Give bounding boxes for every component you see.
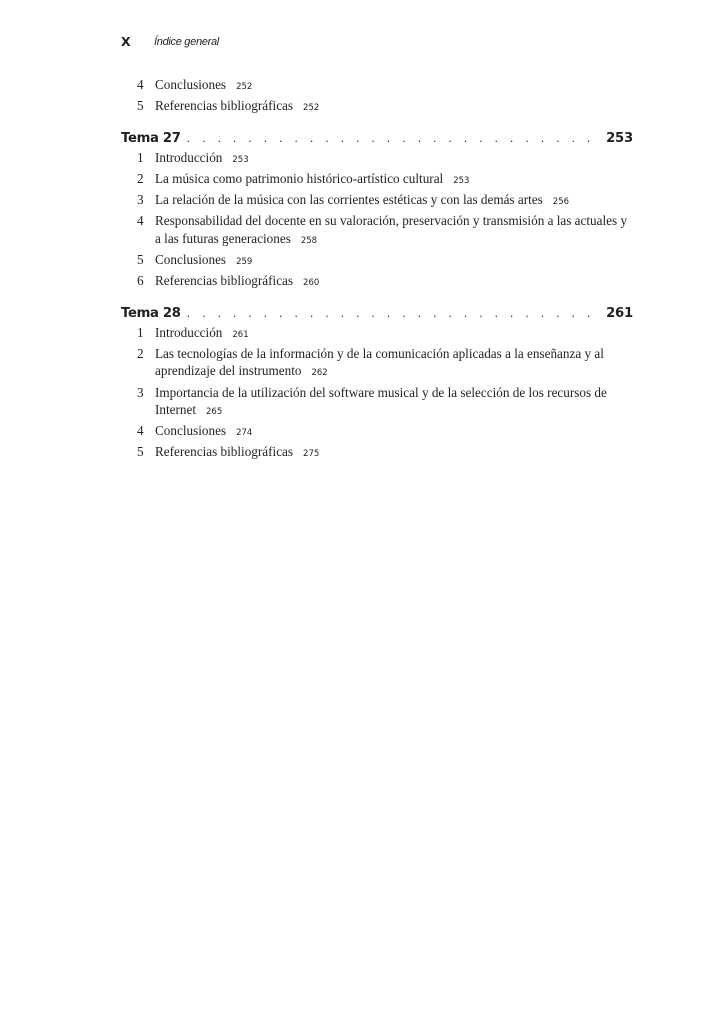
dot-leader [187, 305, 600, 323]
entry-page: 253 [232, 154, 249, 165]
toc-entry [121, 76, 633, 96]
entry-title: Conclusiones [155, 77, 227, 92]
running-title: Índice general [154, 36, 219, 48]
entry-number: 4 [137, 213, 144, 229]
toc-entry [121, 97, 633, 117]
toc-entry [121, 191, 633, 211]
tema-27-heading [121, 130, 633, 148]
entry-page: 274 [236, 428, 253, 439]
entry-title: La relación de la música con las corrientes estéticas y con las demás artes [155, 192, 543, 208]
entry-number: 2 [137, 345, 144, 361]
entry-number: 3 [137, 192, 144, 208]
entry-page: 253 [453, 175, 470, 186]
entry-number: 5 [137, 98, 144, 114]
toc-entry [121, 170, 633, 190]
toc-entry [121, 149, 633, 169]
table-of-contents [121, 76, 633, 465]
entry-page: 265 [206, 406, 223, 417]
entry-page: 259 [236, 257, 253, 268]
entry-title: Referencias bibliográficas [155, 273, 294, 289]
entry-page: 260 [303, 278, 320, 289]
toc-entry [121, 272, 633, 292]
tema-page: 253 [606, 130, 633, 146]
entry-page: 275 [303, 449, 320, 460]
entry-title: Importancia de la utilización del software musical y de la selección de los recursos de Internet [155, 384, 607, 417]
dot-leader [187, 130, 600, 148]
entry-number: 5 [137, 444, 144, 460]
entry-number: 4 [137, 423, 144, 439]
tema-label: Tema 27 [121, 130, 181, 146]
entry-title: Referencias bibliográficas [155, 98, 294, 114]
toc-entry [121, 251, 633, 271]
toc-entry [121, 422, 633, 442]
entry-page: 252 [303, 103, 320, 114]
entry-number: 3 [137, 384, 144, 400]
entry-number: 1 [137, 149, 144, 165]
entry-page: 252 [236, 82, 253, 92]
entry-page: 256 [552, 197, 570, 208]
entry-number: 4 [137, 77, 144, 92]
tema-page: 261 [606, 305, 633, 321]
tema-28-heading [121, 305, 633, 323]
entry-title: Introducción [155, 324, 223, 340]
entry-title: Conclusiones [155, 423, 227, 439]
entry-page: 262 [311, 368, 328, 379]
page-folio: X [121, 34, 131, 49]
entry-title: La música como patrimonio histórico-artístico cultural [155, 170, 444, 186]
entry-title: Responsabilidad del docente en su valoración, preservación y transmisión a las actuales y a las futuras generaciones [155, 213, 628, 246]
toc-entry [121, 443, 633, 463]
entry-number: 5 [137, 252, 144, 268]
entry-page: 261 [232, 329, 249, 340]
entry-title: Conclusiones [155, 252, 227, 268]
entry-title: Introducción [155, 149, 223, 165]
entry-page: 258 [300, 235, 318, 246]
toc-entry [121, 212, 633, 250]
entry-number: 6 [137, 273, 144, 289]
tema-label: Tema 28 [121, 305, 181, 321]
entry-number: 2 [137, 170, 144, 186]
toc-entry [121, 324, 633, 344]
entry-number: 1 [137, 324, 144, 340]
entry-title: Las tecnologías de la información y de la comunicación aplicadas a la enseñanza y al aprendizaje del instrumento [155, 345, 604, 379]
toc-entry [121, 384, 633, 422]
toc-entry [121, 345, 633, 383]
entry-title: Referencias bibliográficas [155, 444, 294, 460]
